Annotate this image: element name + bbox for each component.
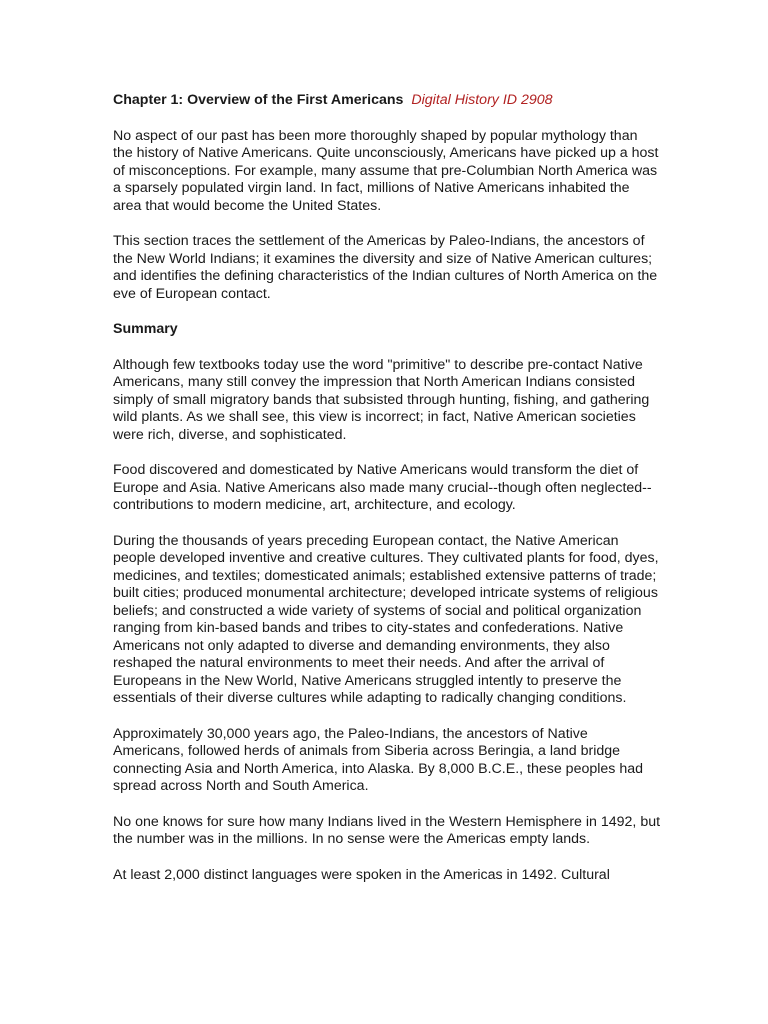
digital-history-reference: Digital History ID 2908 [411, 92, 553, 108]
summary-paragraph-4: Approximately 30,000 years ago, the Paleo-Indians, the ancestors of Native Americans, followed herds of animals from Siberia across Beringia, a land bridge connecting Asia and North America, into Alaska. By 8,000 B.C.E., these peoples had spread across North and South America. [113, 725, 643, 794]
summary-paragraph-1: Although few textbooks today use the word "primitive" to describe pre-contact Native Americans, many still convey the impression that North American Indians consisted simply of small migratory bands that subsisted through hunting, fishing, and gathering wild plants. As we shall see, this view is incorrect; in fact, Native American societies were rich, diverse, and sophisticated. [113, 356, 650, 443]
chapter-title: Chapter 1: Overview of the First Americans [113, 92, 404, 108]
summary-paragraph-6: At least 2,000 distinct languages were spoken in the Americas in 1492. Cultural [113, 866, 610, 883]
summary-paragraph-2: Food discovered and domesticated by Native Americans would transform the diet of Europe and Asia. Native Americans also made many crucial--though often neglected--contributions to modern medicine, art, architecture, and ecology. [113, 462, 652, 513]
summary-paragraph-3: During the thousands of years preceding European contact, the Native American people developed inventive and creative cultures. They cultivated plants for food, dyes, medicines, and textiles; domesticated animals; established extensive patterns of trade; built cities; produced monumental architecture; developed intricate systems of religious beliefs; and constructed a wide variety of systems of social and political organization ranging from kin-based bands and tribes to city-states and confederations. Native Americans not only adapted to diverse and demanding environments, they also reshaped the natural environments to meet their needs. And after the arrival of Europeans in the New World, Native Americans struggled intently to preserve the essentials of their diverse cultures while adapting to radically changing conditions. [113, 532, 659, 706]
document-page [113, 92, 661, 902]
intro-paragraph-2: This section traces the settlement of the Americas by Paleo-Indians, the ancestors of the New World Indians; it examines the diversity and size of Native American cultures; and identifies the defining characteristics of the Indian cultures of North America on the eve of European contact. [113, 233, 658, 302]
summary-heading: Summary [113, 321, 178, 337]
summary-paragraph-5: No one knows for sure how many Indians lived in the Western Hemisphere in 1492, but the number was in the millions. In no sense were the Americas empty lands. [113, 813, 661, 847]
intro-paragraph-1: No aspect of our past has been more thoroughly shaped by popular mythology than the history of Native Americans. Quite unconsciously, Americans have picked up a host of misconceptions. For example, many assume that pre-Columbian North America was a sparsely populated virgin land. In fact, millions of Native Americans inhabited the area that would become the United States. [113, 127, 659, 214]
chapter-heading [113, 92, 661, 110]
